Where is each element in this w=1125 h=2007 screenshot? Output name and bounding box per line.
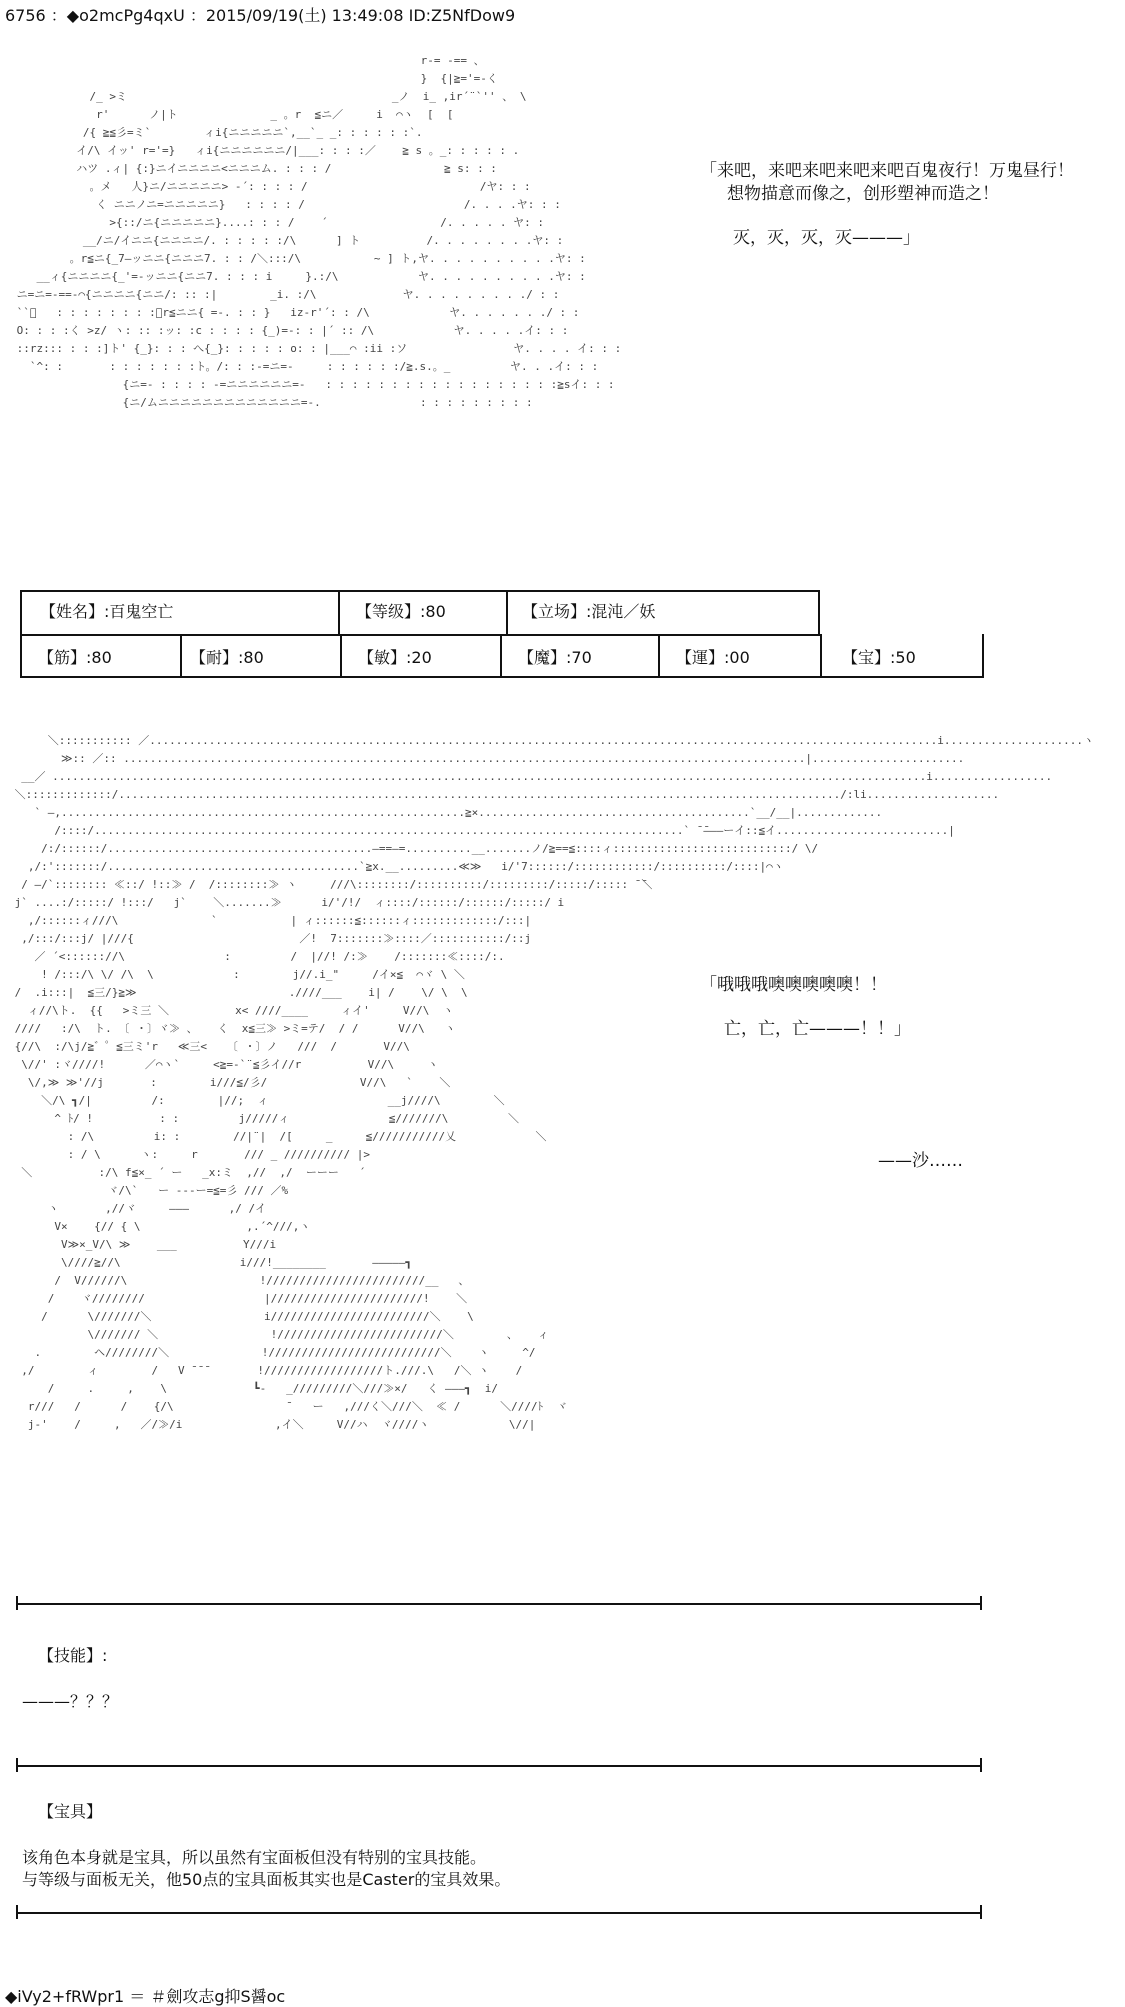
np-line-2: 与等级与面板无关，他50点的宝具面板其实也是Caster的宝具效果。	[22, 1870, 511, 1889]
stats-bottom-border	[20, 676, 984, 678]
stat-name: 【姓名】:百鬼空亡	[40, 602, 174, 621]
stats-divider	[338, 590, 340, 636]
np-bottom-right-tick	[980, 1905, 982, 1919]
stat-level: 【等级】:80	[356, 602, 446, 621]
stat-mag: 【魔】:70	[518, 648, 592, 667]
skills-content: ———？？？	[22, 1692, 119, 1711]
skills-top-right-tick	[980, 1596, 982, 1610]
np-line-1: 该角色本身就是宝具，所以虽然有宝面板但没有特别的宝具技能。	[22, 1848, 487, 1867]
speech-line-3: 灭，灭，灭，灭———」	[733, 228, 920, 248]
skills-bottom-right-tick	[980, 1758, 982, 1772]
stat-str: 【筋】:80	[38, 648, 112, 667]
sound-effect: ——沙……	[878, 1151, 963, 1171]
stats-divider	[500, 634, 502, 678]
np-bottom-border	[16, 1912, 982, 1914]
stats-top-border	[20, 590, 820, 592]
stat-np: 【宝】:50	[842, 648, 916, 667]
skills-top-border	[16, 1603, 982, 1605]
stat-stance: 【立场】:混沌／妖	[522, 602, 656, 621]
skills-bottom-left-tick	[16, 1758, 18, 1772]
ascii-art-lower: ＼::::::::::: ／.......................................................................................................................i.....................ヽ ≫:: ／:: .......................................................................................................|....................... __／ ....................................................................................................................................i.................. ＼:::::::::::::/............................................................................................................./:li.................... ` ―,.............................................................≧×.........................................`__/__|............. /::::/.........................................................................................` ̄ ̄―――ーイ::≦イ..........................| /:/::::::/........................................―==―=..........__.......ノ/≧==≦::::ィ:::::::::::::::::::::::::::/ \/ ,/:':::::::/......................................`≧x.__.........≪≫ i/'7::::::/::::::::::::/::::::::::/::::|⌒ヽ / ―/`:::::::: ≪::/ !::≫ / /::::::::≫ ヽ ///\::::::::/::::::::::/:::::::::/:::::/::::: ̄ ̄＼ j` ....:/:::::/ !:::/ j` ＼.......≫ i/'/!/ ィ::::/::::::/::::::/:::::/ i ,/::::::ィ///\ ` | ィ::::::≦::::::ィ:::::::::::::/:::| ,/:::/:::j/ |///{ ／! 7:::::::≫::::／:::::::::::/::j ／ ´<:::::://\ : / |//! /:≫ /:::::::≪::::/:. ! /:::/\ \/ /\ \ : j//.i_" /イ×≦ ⌒ヾ \ ＼ / .i:::| ≦三/}≧≫ .////___ i| / \/ \ \ ィ//\ト. {{ >ミ三 ＼ x< ////____ ィイ' V//\ ヽ //// :/\ ト. 〔 ・〕ヾ≫ 、 く x≦三≫ >ミ=テ/ / / V//\ ヽ {//\ :/\j/≧゛゜≦三ミ'r ≪三< 〔 ・〕ノ /// / V//\ \//' :ヾ////! ／⌒ヽ` <≧=‐`¨≦彡イ//r V//\ ヽ \/,≫ ≫'//j : i///≦/彡/ V//\ ` ＼ ＼/\ ┓/| /: |//; ィ __j////\ ＼ ^ ﾄ/ ! : : j/////ィ ≦///////\ ＼ : /\ i: : //|¨| /[ _ ≦///////////乂 ＼ : / \ ヽ: r /// _ ////////// |> ＼ :/\ f≦×_ ´ ー _x:ミ ,// ,/ ーーー ´ ヾ/\` ー ---ー=≦=彡 /// ／% ヽ ,//ヾ ――― ,/ /イ V× {// { \ ,.´^///,ヽ V≫×_V/\ ≫ ___ Y///i \////≧//\ i///!________ ―――――┓ / V//////\ !////////////////////////__ 、 / ヾ//////// |///////////////////////! ＼ / \///////＼ i////////////////////////＼ \ \/////// ＼ !/////////////////////////＼ 、 ィ . ヘ////////＼ !//////////////////////////＼ ヽ ^/ ,/ ィ / V ̄ ̄ ̄ !//////////////////ト.///.\ /＼ ヽ / / . , \ ┗- _/////////＼///≫×/ く ―――┓ i/ r/// / / {/\ ̄ ー ,///く＼///＼ ≪ / ＼////ﾄ ヾ j-' / , ／/≫/i ,イ＼ V//ハ ヾ////ヽ \//|	[14, 734, 1094, 1431]
stat-agi: 【敏】:20	[358, 648, 432, 667]
post-header: 6756 ：◆o2mcPg4qxU ：2015/09/19(土) 13:49:08 ID:Z5NfDow9	[5, 6, 516, 25]
np-title: 【宝具】	[38, 1802, 103, 1821]
speech-line-1: 「来吧，来吧来吧来吧来吧百鬼夜行！万鬼昼行！	[700, 161, 1074, 181]
stats-divider	[658, 634, 660, 678]
speech2-line-1: 「哦哦哦噢噢噢噢噢！！	[700, 975, 887, 995]
stats-left-border	[20, 634, 22, 678]
stats-right-border	[982, 634, 984, 678]
speech2-line-2: 亡，亡，亡———！！」	[724, 1019, 911, 1039]
stats-divider	[180, 634, 182, 678]
speech-line-2: 想物描意而像之，创形塑神而造之！	[727, 184, 999, 204]
stat-luck: 【運】:00	[676, 648, 750, 667]
stats-mid-border	[20, 634, 820, 636]
stats-right-border	[818, 590, 820, 636]
stat-end: 【耐】:80	[190, 648, 264, 667]
np-bottom-left-tick	[16, 1905, 18, 1919]
ascii-art-upper: r‐= -== 、 } {|≧='=-く /_ >ミ _ノ i_ ,ir´¨`'' 、 \ r' ノ|ト _ 。r ≦ニ／ i ⌒ヽ [ [ /{ ≧≦彡=ミ` ィi{ニニニニニ`,__`_ _: : : : : :`. イ/\ イッ' r='=} ィi{ニニニニニニ/|___: : : :／ ≧ s 。_: : : : : . ハツ .ィ| {:}ニイニニニニ<ニニニム. : : : / ≧ s: : : 。メ 人}ニ/ニニニニニ> ‐´: : : : / /ヤ: : : く ニニノニ=ニニニニニ} : : : : / /. . . .ヤ: : : >{::/ニ{ニニニニニ}....: : : / ´ /. . . . . ヤ: : __/ニ/イニニ{ニニニニ/. : : : : :/\ ] ト /. . . . . . . .ヤ: : 。r≦ニ{_7―ッニニ{ニニニ7. : : /＼:::/\ ~ ] ト,ヤ. . . . . . . . . .ヤ: : __ィ{ニニニニ{_'=‐ッニニ{ニニ7. : : : i }.:/\ ヤ. . . . . . . . . .ヤ: : ニ=ニ=‐==‐⌒{ニニニニ{ニニ/: :: :| _i. :/\ ヤ. . . . . . . . ./ : : ``゙ : : : : : : : :。r≦ニニ{ =‐. : : } iz‐r'´: : /\ ヤ. . . . . . ./ : : O: : : :く >z/ ヽ: :: :ッ: :c : : : : {_)=‐: : |´ :: /\ ヤ. . . . .イ: : : ::rz::: : : :]ト' {_}: : : へ{_}: : : : : o: : |___⌒ :ii :ソ ヤ. . . . イ: : : `^: : : : : : : : :ト。/: : :-=ニ=- : : : : : :/≧.s.。_ ヤ. . .イ: : : {ニ=‐ : : : : -=ニニニニニニ=- : : : : : : : : : : : : : : : : : :≧sイ: : : {ニ/ムニニニニニニニニニニニニニ=-. : : : : : : : : :	[16, 54, 622, 409]
stats-divider	[820, 634, 822, 678]
skills-bottom-border	[16, 1765, 982, 1767]
next-post-header: ◆iVy2+fRWpr1 ＝ ＃劍攻志g抑S醤oc	[5, 1987, 286, 2006]
stats-left-border	[20, 590, 22, 636]
stats-divider	[340, 634, 342, 678]
skills-title: 【技能】:	[38, 1646, 108, 1665]
skills-top-left-tick	[16, 1596, 18, 1610]
stats-divider	[506, 590, 508, 636]
